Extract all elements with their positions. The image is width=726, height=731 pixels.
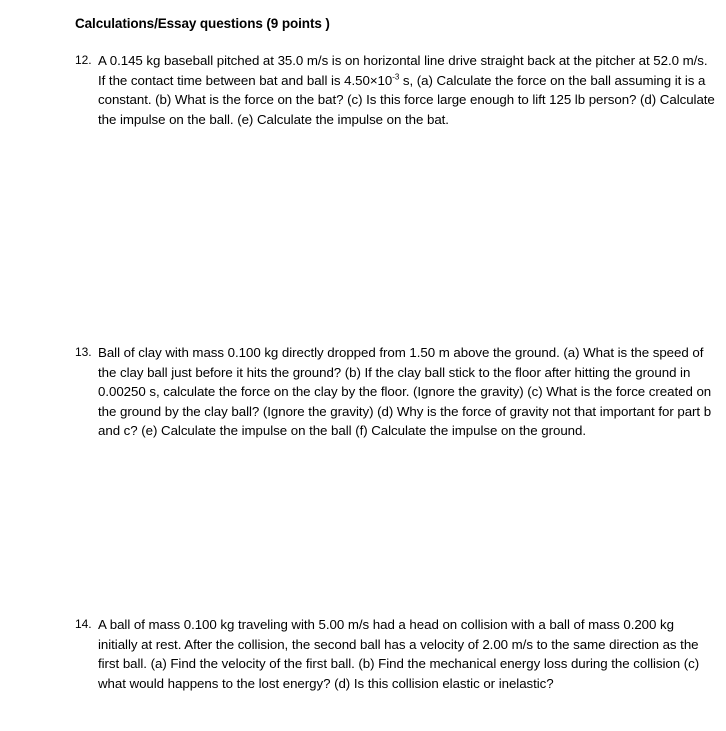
- question-12: [75, 51, 715, 129]
- question-text: A ball of mass 0.100 kg traveling with 5.00 m/s had a head on collision with a ball of mass 0.200 kg initially at rest. After the collision, the second ball has a velocity of 2.00 m/s to the same direction as the first ball. (a) Find the velocity of the first ball. (b) Find the mechanical energy loss during the collision (c) what would happens to the lost energy? (d) Is this collision elastic or inelastic?: [98, 617, 700, 691]
- question-number: 13.: [75, 345, 92, 359]
- question-text: [98, 51, 715, 129]
- question-14: [75, 615, 715, 693]
- section-title: Calculations/Essay questions (9 points ): [75, 16, 330, 31]
- question-13: [75, 343, 715, 441]
- question-number: 14.: [75, 617, 92, 631]
- question-text-part: A 0.145 kg baseball pitched at 35.0 m/s is on horizontal line drive straight back at the pitcher at 52.0 m/s. If the contact time between bat and ball is 4.50×10: [98, 53, 708, 88]
- exponent: -3: [392, 72, 400, 82]
- question-text-part: s, (a) Calculate the force on the ball assuming it is a constant. (b) What is the force on the bat? (c) Is this force large enough to lift 125 lb person? (d) Calculate the impulse on the ball. (e) Calculate the impulse on the bat.: [98, 72, 715, 127]
- question-number: 12.: [75, 53, 92, 67]
- question-text: Ball of clay with mass 0.100 kg directly dropped from 1.50 m above the ground. (a) What is the speed of the clay ball just before it hits the ground? (b) If the clay ball stick to the floor after hitting the ground in 0.00250 s, calculate the force on the clay by the floor. (Ignore the gravity) (c) What is the force created on the ground by the clay ball? (Ignore the gravity) (d) Why is the force of gravity not that important for part b and c? (e) Calculate the impulse on the ball (f) Calculate the impulse on the ground.: [98, 345, 712, 439]
